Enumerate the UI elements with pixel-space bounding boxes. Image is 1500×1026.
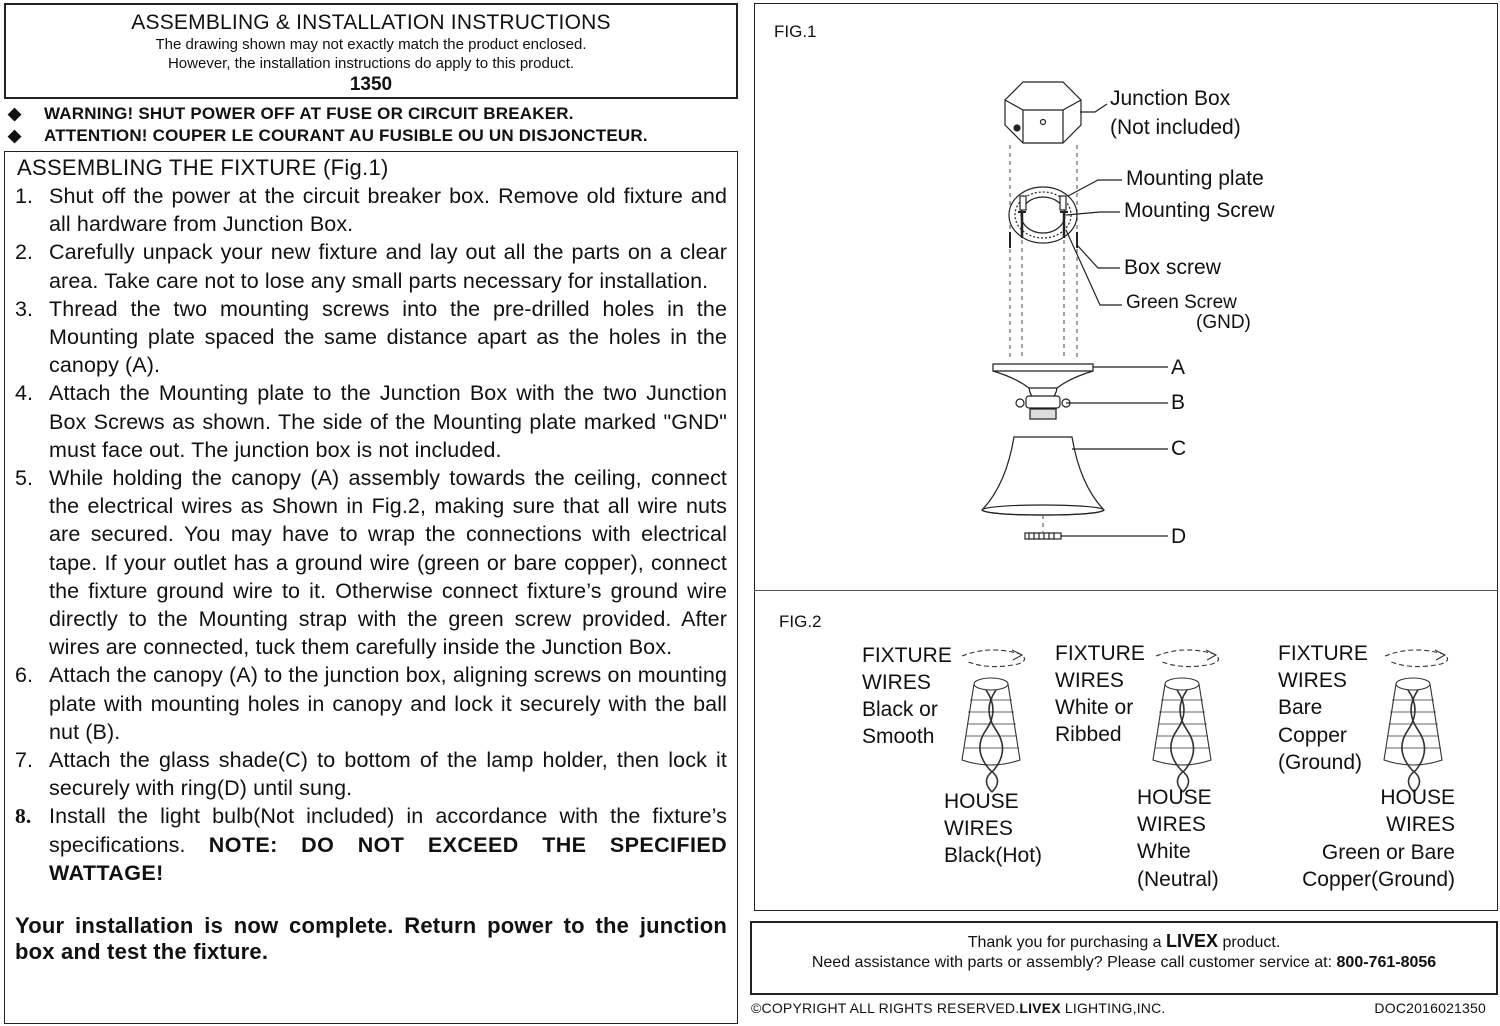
step-number: 4. (15, 381, 34, 406)
house-wires-label: WIRES (1137, 813, 1206, 836)
part-b-label: B (1171, 391, 1186, 414)
assistance-line (752, 953, 1496, 973)
fixture-wires-label: Bare (1278, 696, 1323, 719)
step-text: Attach the Mounting plate to the Junction Box with the two Junction Box Screws as shown. The side of the Mounting plate marked "GND" must face out. The junction box is not included. (49, 381, 727, 462)
box-screw-label: Box screw (1124, 256, 1221, 279)
diamond-bullet-icon: ◆ (8, 104, 22, 123)
header-note-2: However, the installation instructions do apply to this product. (167, 55, 575, 72)
fig1-label: FIG.1 (774, 22, 817, 41)
wattage-note: NOTE: DO NOT EXCEED THE SPECIFIED WATTAGE! (49, 832, 728, 885)
thank-you-text: Thank you for purchasing a (967, 934, 1162, 951)
fixture-wires-label: Smooth (862, 725, 935, 748)
fixture-wires-label: Black or (862, 698, 938, 721)
step-number: 6. (15, 663, 34, 688)
warning-text: ATTENTION! COUPER LE COURANT AU FUSIBLE OU UN DISJONCTEUR. (44, 126, 648, 145)
fixture-wires-label: WIRES (1278, 669, 1347, 692)
fixture-wires-label: WIRES (862, 671, 931, 694)
thank-you-line (752, 931, 1496, 953)
green-screw-label: Green Screw (1126, 292, 1237, 313)
brand-name: LIVEX (1166, 931, 1219, 951)
house-wires-label: Black(Hot) (944, 844, 1043, 867)
house-wires-label: HOUSE (944, 790, 1019, 813)
copyright-company: LIGHTING,INC. (1064, 1000, 1166, 1016)
fixture-wires-label: FIXTURE (862, 644, 952, 667)
copyright-notice (751, 1000, 1166, 1016)
part-d-label: D (1171, 525, 1187, 548)
warning-text: WARNING! SHUT POWER OFF AT FUSE OR CIRCUIT BREAKER. (44, 104, 574, 123)
assistance-text: Need assistance with parts or assembly? Please call customer service at: (811, 954, 1333, 971)
wire-nut-icon (962, 650, 1025, 792)
fixture-wires-label: (Ground) (1278, 751, 1363, 774)
house-wires-label: White (1137, 840, 1191, 863)
step-text: Install the light bulb(Not included) in accordance with the fixture’s specifications. (49, 804, 727, 857)
thank-you-suffix: product. (1222, 934, 1281, 951)
wire-nut-icon (1384, 650, 1448, 792)
copyright-text: ©COPYRIGHT ALL RIGHTS RESERVED. (751, 1000, 1020, 1016)
section-title: ASSEMBLING THE FIXTURE (Fig.1) (17, 155, 389, 180)
step-text: While holding the canopy (A) assembly towards the ceiling, connect the electrical wires as Shown in Fig.2, making sure that all wire nuts are secured. You may have to wrap the connections with electrical tape. If your outlet has a ground wire (green or bare copper), connect the fixture ground wire to it. Otherwise connect fixture’s ground wire directly to the Mounting strap with the green screw provided. After wires are connected, tuck them carefully inside the Junction Box. (49, 466, 727, 660)
house-wires-label: WIRES (1386, 813, 1455, 836)
fixture-wires-label: Ribbed (1055, 723, 1122, 746)
step-text: Thread the two mounting screws into the pre-drilled holes in the Mounting plate spaced the same distance apart as the holes in the canopy (A). (49, 296, 727, 378)
house-wires-label: HOUSE (1380, 786, 1455, 809)
mounting-plate-label: Mounting plate (1126, 167, 1264, 190)
header-note-1: The drawing shown may not exactly match the product enclosed. (155, 36, 587, 53)
junction-box-label: Junction Box (1110, 87, 1231, 110)
model-number: 1350 (349, 74, 393, 95)
house-wires-label: Green or Bare (1321, 841, 1455, 864)
gnd-label: (GND) (1196, 312, 1251, 333)
step-text: Carefully unpack your new fixture and lay out all the parts on a clear area. Take care not to lose any small parts necessary for installation. (49, 240, 727, 293)
completion-text: Your installation is now complete. Return power to the junction box and test the fixture. (15, 913, 727, 965)
phone-number: 800-761-8056 (1336, 954, 1437, 971)
fixture-wires-label: FIXTURE (1278, 642, 1368, 665)
mounting-screw-label: Mounting Screw (1124, 199, 1275, 222)
fig2-label: FIG.2 (779, 612, 822, 631)
step-number: 7. (15, 748, 34, 773)
step-number: 3. (15, 296, 34, 321)
house-wires-label: Copper(Ground) (1302, 868, 1455, 891)
step-number: 5. (15, 466, 34, 491)
part-a-label: A (1171, 356, 1186, 379)
house-wires-label: HOUSE (1137, 786, 1212, 809)
step-text: Attach the canopy (A) to the junction box, aligning screws on mounting plate with mounting holes in canopy and lock it securely with the ball nut (B). (49, 663, 727, 744)
fixture-wires-label: Copper (1278, 724, 1347, 747)
footer-box (750, 921, 1498, 995)
diamond-bullet-icon: ◆ (8, 126, 22, 145)
step-text: Shut off the power at the circuit breaker box. Remove old fixture and all hardware from Junction Box. (49, 184, 727, 237)
copyright-brand: LIVEX (1019, 1000, 1061, 1016)
fixture-wires-label: FIXTURE (1055, 642, 1145, 665)
document-number: DOC2016021350 (1374, 1000, 1486, 1016)
not-included-label: (Not included) (1110, 116, 1241, 139)
part-c-label: C (1171, 437, 1187, 460)
wire-nut-icon (1153, 650, 1219, 792)
document-title: ASSEMBLING & INSTALLATION INSTRUCTIONS (131, 11, 611, 34)
step-text: Attach the glass shade(C) to bottom of the lamp holder, then lock it securely with ring(D) until sung. (49, 748, 727, 801)
house-wires-label: (Neutral) (1137, 868, 1219, 891)
step-number: 1. (15, 184, 34, 208)
house-wires-label: WIRES (944, 817, 1013, 840)
step-number: 2. (15, 240, 34, 265)
fixture-wires-label: White or (1055, 696, 1134, 719)
step-number: 8. (15, 804, 32, 829)
fixture-wires-label: WIRES (1055, 669, 1124, 692)
